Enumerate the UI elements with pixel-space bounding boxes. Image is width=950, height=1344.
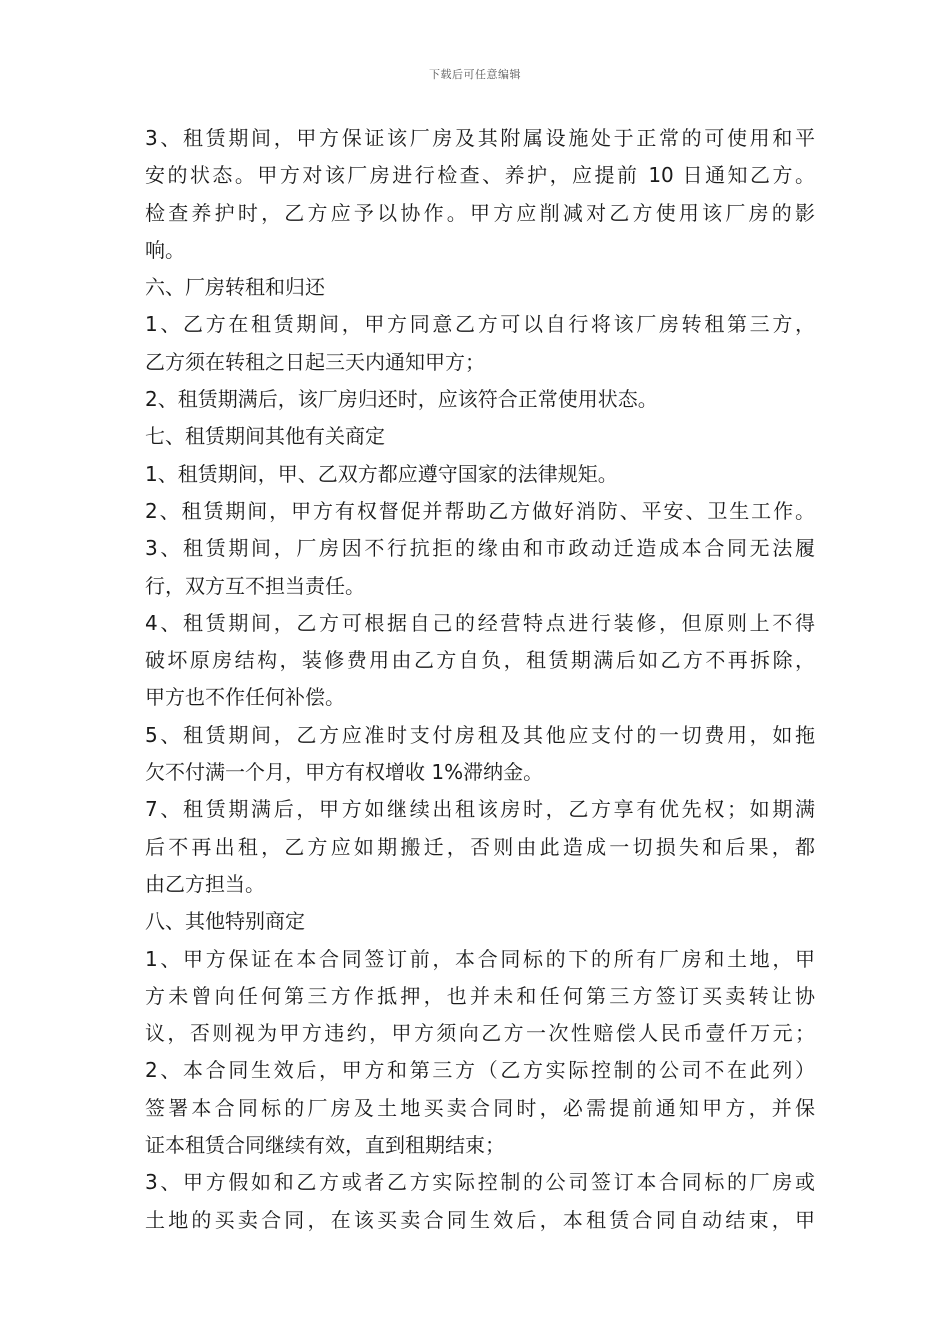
text-line: 土地的买卖合同，在该买卖合同生效后，本租赁合同自动结束，甲 — [145, 1207, 815, 1232]
text-line: 由乙方担当。 — [145, 871, 265, 896]
text-line: 行，双方互不担当责任。 — [145, 573, 365, 598]
text-line: 签署本合同标的厂房及土地买卖合同时，必需提前通知甲方，并保 — [145, 1095, 815, 1120]
text-line: 2、租赁期满后，该厂房归还时，应该符合正常使用状态。 — [145, 387, 658, 412]
text-line: 3、租赁期间，厂房因不行抗拒的缘由和市政动迁造成本合同无法履 — [145, 536, 815, 561]
text-line: 5、租赁期间，乙方应准时支付房租及其他应支付的一切费用，如拖 — [145, 722, 815, 747]
text-line: 议，否则视为甲方违约，甲方须向乙方一次性赔偿人民币壹仟万元； — [145, 1021, 815, 1046]
text-line: 3、甲方假如和乙方或者乙方实际控制的公司签订本合同标的厂房或 — [145, 1170, 815, 1195]
text-line: 1、乙方在租赁期间，甲方同意乙方可以自行将该厂房转租第三方， — [145, 312, 815, 337]
text-line: 2、本合同生效后，甲方和第三方（乙方实际控制的公司不在此列） — [145, 1058, 815, 1083]
text-line: 4、租赁期间，乙方可根据自己的经营特点进行装修，但原则上不得 — [145, 610, 815, 635]
text-line: 方未曾向任何第三方作抵押，也并未和任何第三方签订买卖转让协 — [145, 983, 815, 1008]
text-line: 3、租赁期间，甲方保证该厂房及其附属设施处于正常的可使用和平 — [145, 126, 815, 150]
text-line: 安的状态。甲方对该厂房进行检查、养护，应提前 10 日通知乙方。 — [145, 163, 815, 188]
text-line: 1、租赁期间，甲、乙双方都应遵守国家的法律规矩。 — [145, 461, 618, 486]
text-line: 1、甲方保证在本合同签订前，本合同标的下的所有厂房和土地，甲 — [145, 946, 815, 971]
text-line: 八、其他特别商定 — [145, 909, 305, 934]
text-line: 7、租赁期满后，甲方如继续出租该房时，乙方享有优先权；如期满 — [145, 797, 815, 822]
text-line: 2、租赁期间，甲方有权督促并帮助乙方做好消防、平安、卫生工作。 — [145, 498, 815, 523]
text-line: 后不再出租，乙方应如期搬迁，否则由此造成一切损失和后果，都 — [145, 834, 815, 859]
text-line: 证本租赁合同继续有效，直到租期结束； — [145, 1133, 505, 1158]
text-line: 乙方须在转租之日起三天内通知甲方； — [145, 349, 485, 374]
text-line: 甲方也不作任何补偿。 — [145, 685, 345, 710]
text-line: 破坏原房结构，装修费用由乙方自负，租赁期满后如乙方不再拆除， — [145, 648, 815, 673]
text-line: 检查养护时，乙方应予以协作。甲方应削减对乙方使用该厂房的影 — [145, 200, 815, 225]
text-line: 欠不付满一个月，甲方有权增收 1%滞纳金。 — [145, 760, 544, 785]
text-line: 六、厂房转租和归还 — [145, 275, 325, 300]
page-header: 下载后可任意编辑 — [429, 68, 521, 81]
document-body — [145, 120, 815, 1239]
text-line: 七、租赁期间其他有关商定 — [145, 424, 385, 449]
text-line: 响。 — [145, 237, 185, 262]
